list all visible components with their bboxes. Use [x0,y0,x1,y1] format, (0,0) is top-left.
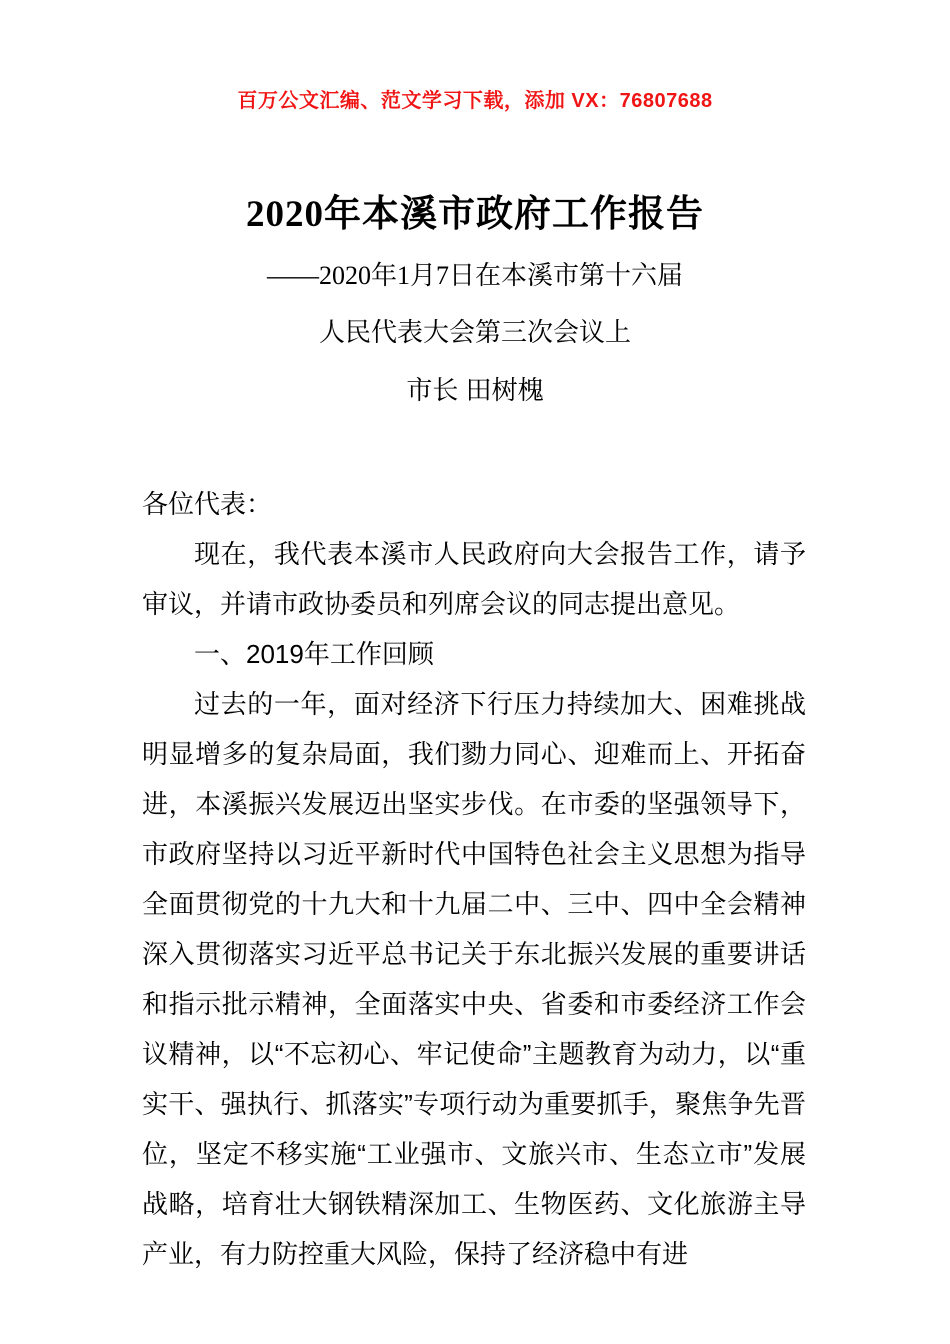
salutation: 各位代表： [142,489,273,519]
section-heading-2019-review: 一、2019年工作回顾 [194,639,434,669]
report-title: 2020年本溪市政府工作报告 [246,194,704,235]
promo-banner: 百万公文汇编、范文学习下载，添加 VX：76807688 [237,90,713,112]
paragraph-opening: 现在，我代表本溪市人民政府向大会报告工作，请予审议，并请市政协委员和列席会议的同志提出意见。 [142,539,806,619]
report-subtitle-line2: 人民代表大会第三次会议上 [318,317,631,347]
report-subtitle-line1: ——2020年1月7日在本溪市第十六届 [266,261,683,290]
paragraph-2019-review: 过去的一年，面对经济下行压力持续加大、困难挑战明显增多的复杂局面，我们勠力同心、迎难而上、开拓奋进，本溪振兴发展迈出坚实步伐。在市委的坚强领导下，市政府坚持以习近平新时代中国特色社会主义思想为指导全面贯彻党的十九大和十九届二中、三中、四中全会精神深入贯彻落实习近平总书记关于东北振兴发展的重要讲话和指示批示精神，全面落实中央、省委和市委经济工作会议精神，以“不忘初心、牢记使命”主题教育为动力，以“重实干、强执行、抓落实”专项行动为重要抓手，聚焦争先晋位，坚定不移实施“工业强市、文旅兴市、生态立市”发展战略，培育壮大钢铁精深加工、生物医药、文化旅游主导产业，有力防控重大风险，保持了经济稳中有进 [142,689,806,1269]
report-speaker: 市长 田树槐 [406,375,544,405]
report-body [142,479,806,1279]
